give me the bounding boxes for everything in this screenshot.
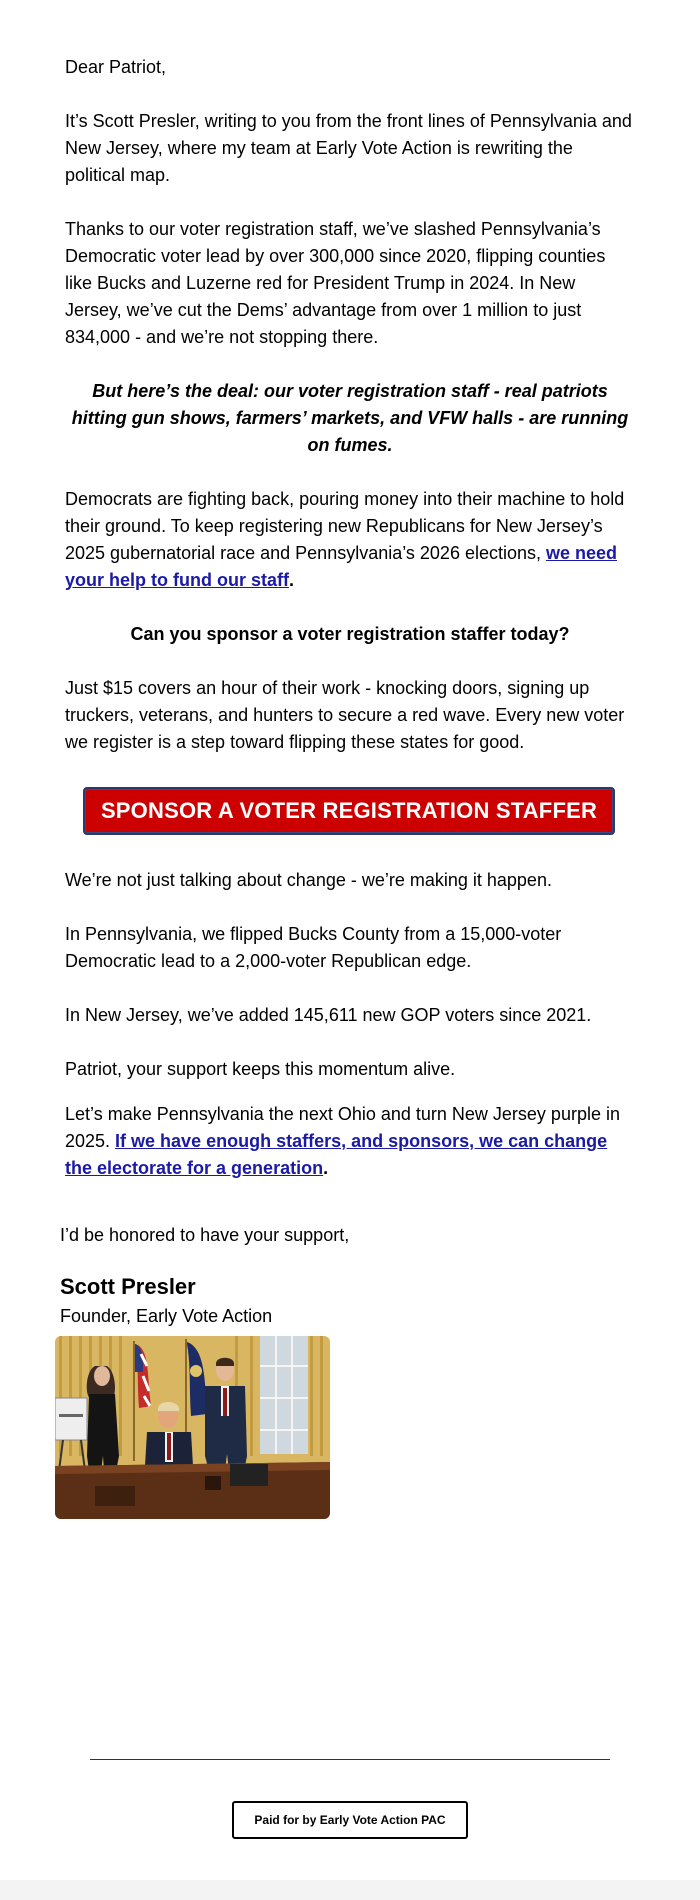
dems-paragraph: [65, 486, 635, 594]
change-electorate-link[interactable]: If we have enough staffers, and sponsors, we can change the electorate for a generation: [65, 1131, 608, 1178]
fund-staff-link[interactable]: we need your help to fund our staff: [65, 543, 618, 590]
new-jersey-paragraph: In New Jersey, we’ve added 145,611 new GOP voters since 2021.: [65, 1005, 592, 1025]
not-just-talking-paragraph: We’re not just talking about change - we’re making it happen.: [65, 870, 552, 890]
lets-make-period: .: [323, 1158, 329, 1178]
signoff-line: I’d be honored to have your support,: [60, 1225, 350, 1245]
footer-band: [0, 1880, 700, 1900]
fifteen-dollars-paragraph: Just $15 covers an hour of their work - knocking doors, signing up truckers, veterans, and hunters to secure a red wave. Every new voter we register is a step toward flipping these states for good.: [65, 678, 625, 752]
lets-make-text: Let’s make Pennsylvania the next Ohio and turn New Jersey purple in 2025.: [65, 1104, 620, 1151]
intro-paragraph: It’s Scott Presler, writing to you from the front lines of Pennsylvania and New Jersey, where my team at Early Vote Action is rewriting the political map.: [65, 111, 632, 185]
pennsylvania-paragraph: In Pennsylvania, we flipped Bucks County from a 15,000-voter Democratic lead to a 2,000-voter Republican edge.: [65, 924, 562, 971]
footer-divider: [90, 1759, 610, 1760]
thanks-paragraph: Thanks to our voter registration staff, we’ve slashed Pennsylvania’s Democratic voter lead by over 300,000 since 2020, flipping counties like Bucks and Luzerne red for President Trump in 2024. In New Jersey, we’ve cut the Dems’ advantage from over 1 million to just 834,000 - and we’re not stopping there.: [65, 219, 606, 347]
sponsor-staffer-button[interactable]: SPONSOR A VOTER REGISTRATION STAFFER: [83, 787, 615, 835]
patriot-paragraph: Patriot, your support keeps this momentum alive.: [65, 1059, 456, 1079]
paid-for-disclaimer: Paid for by Early Vote Action PAC: [232, 1801, 468, 1839]
salutation: Dear Patriot,: [65, 57, 167, 77]
lets-make-paragraph: [65, 1101, 635, 1182]
dems-text: Democrats are fighting back, pouring money into their machine to hold their ground. To keep registering new Republicans for New Jersey’s 2025 gubernatorial race and Pennsylvania’s 2026 elections,: [65, 489, 625, 563]
signature-name: Scott Presler: [60, 1274, 196, 1299]
dems-period: .: [288, 570, 294, 590]
ask-heading: Can you sponsor a voter registration staffer today?: [130, 624, 570, 644]
oval-office-photo: [55, 1336, 330, 1519]
deal-paragraph: But here’s the deal: our voter registration staff - real patriots hitting gun shows, farmers’ markets, and VFW halls - are running on fumes.: [71, 381, 629, 455]
signature-title: Founder, Early Vote Action: [60, 1306, 273, 1326]
cta-container: [83, 787, 615, 835]
